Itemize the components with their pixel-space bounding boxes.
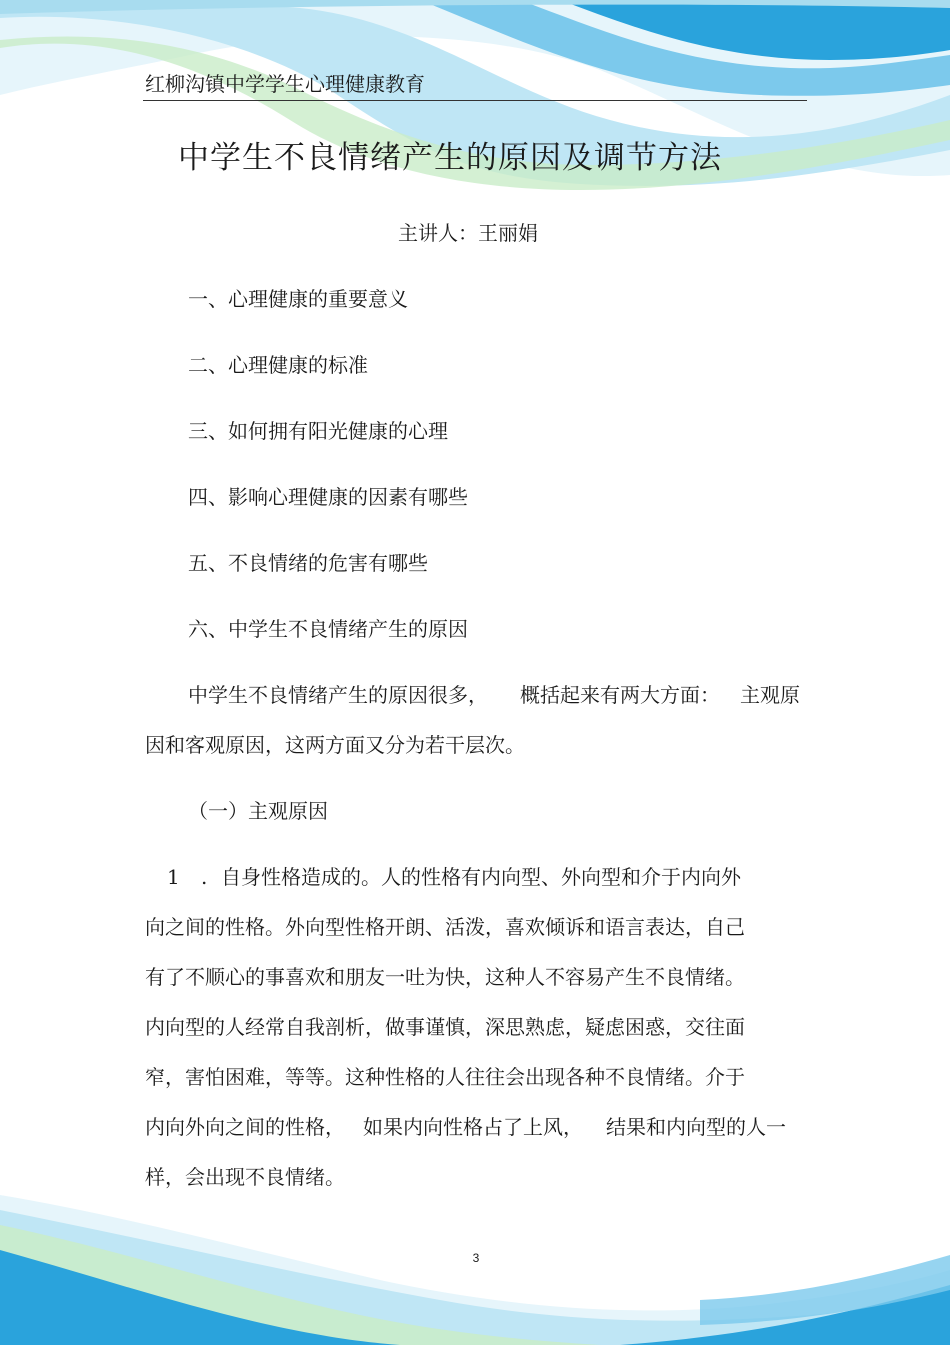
paragraph-line: 自身性格造成的。人的性格有内向型、外向型和介于内向外 xyxy=(221,865,741,889)
paragraph-line: 内向型的人经常自我剖析，做事谨慎，深思熟虑，疑虑困惑，交往面 xyxy=(145,1015,745,1039)
speaker-line: 主讲人：王丽娟 xyxy=(398,221,538,245)
intro-line-segment: 主观原 xyxy=(740,683,800,707)
paragraph-line-segment: 结果和内向型的人一 xyxy=(606,1115,786,1139)
page-title: 中学生不良情绪产生的原因及调节方法 xyxy=(178,140,722,176)
paragraph-line: 窄，害怕困难，等等。这种性格的人往往会出现各种不良情绪。介于 xyxy=(145,1065,745,1089)
document-header: 红柳沟镇中学学生心理健康教育 xyxy=(145,72,425,96)
intro-line-segment: 概括起来有两大方面： xyxy=(520,683,720,707)
intro-line-segment: 中学生不良情绪产生的原因很多， xyxy=(188,683,488,707)
section-heading: （一）主观原因 xyxy=(188,799,328,823)
toc-item: 一、心理健康的重要意义 xyxy=(188,287,408,311)
paragraph-line-segment: 内向外向之间的性格， xyxy=(145,1115,345,1139)
paragraph-line-segment: 如果内向性格占了上风， xyxy=(363,1115,583,1139)
item-number-dot: . xyxy=(201,865,208,889)
intro-line: 因和客观原因，这两方面又分为若干层次。 xyxy=(145,733,525,757)
item-number: 1 xyxy=(167,865,180,889)
header-divider xyxy=(143,100,807,101)
paragraph-line: 有了不顺心的事喜欢和朋友一吐为快，这种人不容易产生不良情绪。 xyxy=(145,965,745,989)
page-number: 3 xyxy=(472,1251,480,1265)
paragraph-line: 样，会出现不良情绪。 xyxy=(145,1165,345,1189)
toc-item: 二、心理健康的标准 xyxy=(188,353,368,377)
toc-item: 四、影响心理健康的因素有哪些 xyxy=(188,485,468,509)
toc-item: 五、不良情绪的危害有哪些 xyxy=(188,551,428,575)
toc-item: 三、如何拥有阳光健康的心理 xyxy=(188,419,448,443)
toc-item: 六、中学生不良情绪产生的原因 xyxy=(188,617,468,641)
paragraph-line: 向之间的性格。外向型性格开朗、活泼，喜欢倾诉和语言表达，自己 xyxy=(145,915,745,939)
